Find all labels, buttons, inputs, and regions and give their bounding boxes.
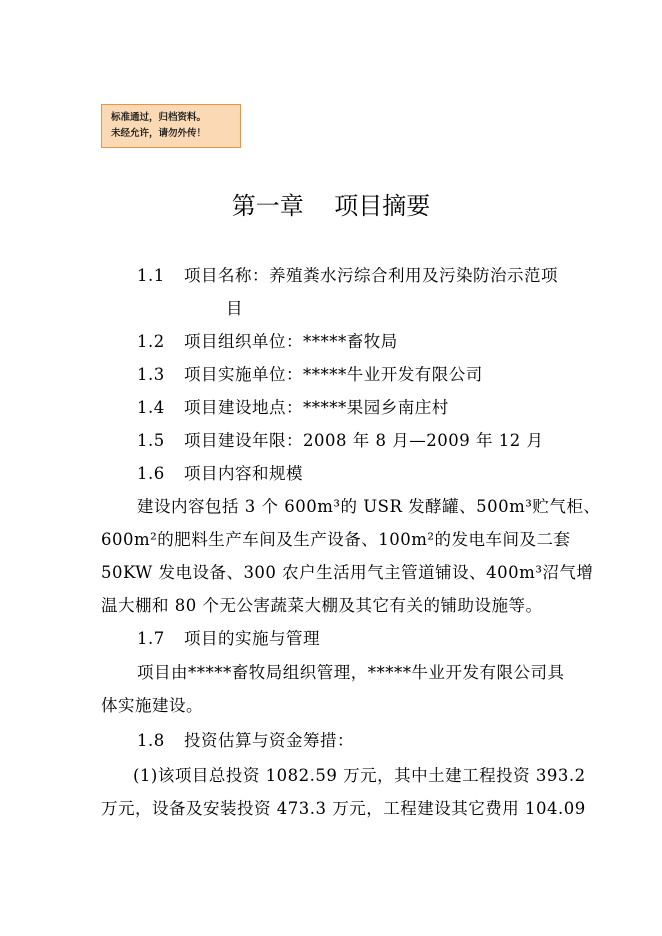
item-1-6 <box>137 460 303 488</box>
item-number: 1.4 <box>137 398 165 417</box>
item-text: 项目名称：养殖粪水污综合利用及污染防治示范项 <box>184 266 558 285</box>
item-1-8 <box>137 727 354 755</box>
investment-paragraph-line-2: 万元，设备及安装投资 473.3 万元，工程建设其它费用 104.09 <box>101 799 586 818</box>
item-1-1-continuation: 目 <box>226 299 243 318</box>
item-number: 1.7 <box>137 629 165 648</box>
item-number: 1.5 <box>137 431 165 450</box>
item-text: 项目建设年限：2008 年 8 月—2009 年 12 月 <box>184 431 544 450</box>
stamp-line-2: 未经允许，请勿外传！ <box>111 128 207 139</box>
investment-paragraph-line-1: (1)该项目总投资 1082.59 万元，其中土建工程投资 393.2 <box>133 766 586 785</box>
item-1-4 <box>137 394 449 422</box>
stamp-line-1: 标准通过，归档资料。 <box>111 112 207 123</box>
scale-paragraph-line-3: 50KW 发电设备、300 农户生活用气主管道铺设、400m³沼气增 <box>101 563 594 582</box>
item-text: 项目内容和规模 <box>184 464 303 483</box>
item-1-1 <box>137 262 558 290</box>
item-number: 1.2 <box>137 332 165 351</box>
scale-paragraph-line-1: 建设内容包括 3 个 600m³的 USR 发酵罐、500m³贮气柜、 <box>137 497 601 516</box>
management-paragraph-line-1: 项目由*****畜牧局组织管理，*****牛业开发有限公司具 <box>137 663 565 682</box>
item-1-7 <box>137 625 320 653</box>
item-text: 项目组织单位：*****畜牧局 <box>184 332 398 351</box>
item-1-5 <box>137 427 543 455</box>
item-text: 项目实施单位：*****牛业开发有限公司 <box>184 365 483 384</box>
scale-paragraph-line-4: 温大棚和 80 个无公害蔬菜大棚及其它有关的铺助设施等。 <box>101 596 543 615</box>
chapter-title: 第一章 项目摘要 <box>231 192 431 220</box>
scale-paragraph-line-2: 600m²的肥料生产车间及生产设备、100m²的发电车间及二套 <box>101 530 571 549</box>
item-text: 项目的实施与管理 <box>184 629 320 648</box>
item-text: 项目建设地点：*****果园乡南庄村 <box>184 398 449 417</box>
item-number: 1.8 <box>137 731 165 750</box>
confidential-stamp <box>101 104 241 148</box>
item-number: 1.3 <box>137 365 165 384</box>
management-paragraph-line-2: 体实施建设。 <box>101 696 203 715</box>
item-1-3 <box>137 361 483 389</box>
item-text: 投资估算与资金筹措： <box>184 731 354 750</box>
item-number: 1.1 <box>137 266 165 285</box>
item-1-2 <box>137 328 398 356</box>
item-number: 1.6 <box>137 464 165 483</box>
